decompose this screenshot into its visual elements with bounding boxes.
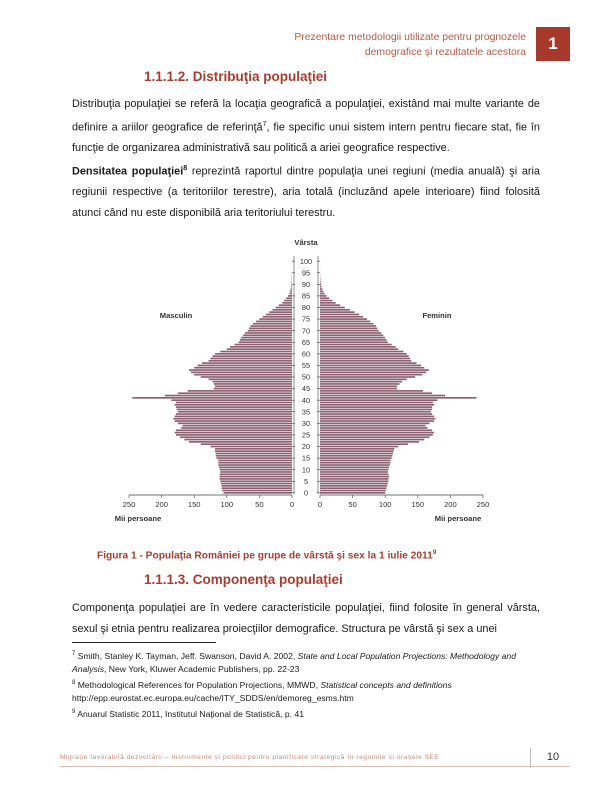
paragraph-distributia-text: Distribuţia populaţiei se referă la locaţia geografică a populaţiei, existând mai multe variante de definire a ariilor geografice de referinţă: [72, 98, 540, 134]
female-bar-age-33: [320, 416, 434, 418]
female-bar-age-78: [320, 311, 355, 313]
female-bar-age-54: [320, 367, 424, 369]
male-bar-age-72: [250, 325, 292, 327]
female-bar-age-68: [320, 334, 383, 336]
male-bar-age-71: [249, 328, 292, 330]
male-bar-age-64: [235, 344, 292, 346]
female-bar-age-16: [320, 455, 392, 457]
age-tick-label: 55: [301, 361, 311, 371]
age-tick-label: 5: [303, 476, 309, 486]
female-bar-age-31: [320, 420, 434, 422]
female-bar-age-76: [320, 316, 363, 318]
female-bar-age-0: [320, 492, 385, 494]
male-bar-age-50: [201, 376, 292, 378]
male-bar-age-0: [224, 492, 292, 494]
female-bar-age-11: [320, 467, 389, 469]
female-bar-age-46: [320, 385, 397, 387]
male-bar-age-5: [220, 480, 292, 482]
male-bar-age-16: [216, 455, 292, 457]
female-bar-age-32: [320, 418, 435, 420]
x-tick-label-right: 50: [348, 500, 357, 509]
male-bar-age-54: [194, 367, 292, 369]
footnote-text: Smith, Stanley K. Tayman, Jeff. Swanson, David A. 2002,: [77, 650, 298, 661]
female-bar-age-74: [320, 321, 370, 323]
female-bar-age-52: [320, 372, 426, 374]
male-bar-age-90: [291, 283, 292, 285]
male-bar-age-79: [272, 309, 292, 311]
female-bar-age-6: [320, 478, 388, 480]
female-bar-age-38: [320, 404, 434, 406]
female-bar-age-45: [320, 388, 397, 390]
male-bar-age-49: [209, 378, 292, 380]
male-bar-age-41: [132, 397, 292, 399]
female-bar-age-35: [320, 411, 431, 413]
paragraph-distributia: [72, 94, 540, 159]
male-bar-age-80: [276, 307, 292, 309]
footnote-9: [72, 706, 542, 721]
male-bar-age-91: [291, 281, 292, 283]
male-bar-age-39: [176, 402, 292, 404]
figure-caption: [97, 549, 436, 561]
female-bar-age-56: [320, 362, 416, 364]
footnote-text: , New York, Kluwer Academic Publishers, pp. 22-23: [104, 664, 300, 675]
female-bar-age-67: [320, 337, 385, 339]
age-tick-label: 100: [299, 256, 313, 266]
male-bar-age-18: [215, 450, 292, 452]
male-bar-age-7: [220, 476, 292, 478]
x-tick-label-right: 0: [317, 500, 323, 509]
male-bar-age-15: [216, 457, 292, 459]
x-tick-label-right: 200: [444, 500, 457, 509]
female-bar-age-87: [320, 290, 323, 292]
female-bar-age-77: [320, 314, 359, 316]
y-axis-title: Vârsta: [294, 238, 318, 247]
male-bar-age-46: [215, 385, 292, 387]
female-bar-age-59: [320, 355, 409, 357]
male-bar-age-57: [209, 360, 292, 362]
female-bar-age-61: [320, 351, 403, 353]
running-header-line1: Prezentare metodologii utilizate pentru prognozele: [294, 32, 526, 43]
age-tick-label: 35: [301, 407, 311, 417]
running-footer: Migrație favorabilă dezvoltării – Instrumente și politici pentru planificare strategică în regiunile și orașele SEE: [60, 754, 440, 761]
x-tick-label-left: 200: [155, 500, 168, 509]
age-tick-label: 15: [301, 453, 311, 463]
male-bar-age-33: [175, 416, 292, 418]
female-bar-age-26: [320, 432, 434, 434]
figure-caption-text: Figura 1 - Populaţia României pe grupe de vârstă şi sex la 1 iulie 2011: [97, 550, 433, 562]
female-bar-age-41: [320, 397, 476, 399]
male-bar-age-17: [216, 453, 292, 455]
female-bar-age-4: [320, 483, 388, 485]
x-tick-label-left: 100: [220, 500, 234, 509]
age-tick-label: 70: [301, 326, 311, 336]
age-tick-label: 85: [301, 291, 311, 301]
female-bar-age-82: [320, 302, 336, 304]
female-bar-age-83: [320, 300, 332, 302]
male-bar-age-21: [201, 443, 292, 445]
age-tick-label: 80: [301, 303, 311, 313]
male-bar-age-30: [178, 423, 292, 425]
male-bar-age-52: [191, 372, 292, 374]
female-bar-age-10: [320, 469, 388, 471]
running-header-line2: demografice și rezultatele acestora: [364, 47, 526, 58]
footnote-number: 9: [72, 709, 76, 715]
female-bar-age-12: [320, 464, 390, 466]
female-bar-age-43: [320, 392, 432, 394]
female-bar-age-90: [320, 283, 321, 285]
female-bar-age-22: [320, 441, 419, 443]
female-bar-age-36: [320, 409, 432, 411]
age-tick-label: 45: [301, 384, 311, 394]
male-bar-age-86: [289, 293, 292, 295]
age-tick-label: 50: [301, 372, 311, 382]
male-bar-age-51: [194, 374, 292, 376]
footnote-number: 7: [72, 651, 76, 657]
female-bar-age-9: [320, 471, 388, 473]
female-bar-age-40: [320, 399, 437, 401]
male-bar-age-22: [189, 441, 292, 443]
male-bar-age-78: [269, 311, 292, 313]
male-bar-age-59: [212, 355, 292, 357]
female-bar-age-23: [320, 439, 424, 441]
female-bar-age-39: [320, 402, 433, 404]
male-bar-age-10: [220, 469, 292, 471]
footnote-text: Anuarul Statistic 2011, Institutul Naţional de Statistică, p. 41: [77, 708, 305, 719]
male-bar-age-28: [181, 427, 292, 429]
age-tick-label: 30: [301, 418, 311, 428]
female-bar-age-80: [320, 307, 345, 309]
footnote-ref-7[interactable]: 7: [262, 120, 267, 128]
male-bar-age-26: [175, 432, 292, 434]
male-bar-age-47: [214, 383, 292, 385]
age-tick-label: 95: [301, 268, 311, 278]
female-bar-age-57: [320, 360, 411, 362]
male-bar-age-56: [202, 362, 292, 364]
footnote-title: Statistical concepts and definitions: [320, 679, 452, 690]
female-bar-age-71: [320, 328, 377, 330]
female-bar-age-15: [320, 457, 392, 459]
x-tick-label-left: 250: [122, 500, 136, 509]
footnote-text: Methodological References for Population Projections, MMWD,: [77, 679, 321, 690]
male-bar-age-62: [227, 348, 292, 350]
female-bar-age-24: [320, 436, 430, 438]
female-bar-age-13: [320, 462, 390, 464]
female-bar-age-81: [320, 304, 340, 306]
male-bar-age-48: [212, 381, 292, 383]
female-bar-age-42: [320, 395, 445, 397]
section-heading-distributia: 1.1.1.2. Distribuţia populaţiei: [144, 69, 328, 84]
female-bar-age-34: [320, 413, 432, 415]
female-bar-age-73: [320, 323, 373, 325]
male-bar-age-88: [291, 288, 292, 290]
male-bar-age-66: [240, 339, 292, 341]
female-bar-age-65: [320, 341, 388, 343]
x-tick-label-left: 150: [187, 500, 201, 509]
male-bar-age-69: [245, 332, 292, 334]
male-bar-age-43: [178, 392, 292, 394]
male-bar-age-32: [173, 418, 292, 420]
footnote-title: State and Local Population Projections: Methodology and Analysis: [72, 650, 516, 675]
female-bar-age-37: [320, 406, 432, 408]
male-bar-age-37: [176, 406, 292, 408]
age-tick-label: 10: [301, 465, 311, 475]
female-bar-age-28: [320, 427, 428, 429]
female-bar-age-89: [320, 286, 322, 288]
female-bar-age-63: [320, 346, 396, 348]
male-bar-age-25: [176, 434, 292, 436]
female-bar-age-5: [320, 480, 388, 482]
female-bar-age-25: [320, 434, 433, 436]
footnote-link[interactable]: http://epp.eurostat.ec.europa.eu/cache/ITY_SDDS/en/demoreg_esms.htm: [72, 693, 354, 704]
male-bar-age-81: [279, 304, 292, 306]
footnote-separator: [72, 642, 216, 643]
male-bar-age-76: [263, 316, 292, 318]
female-bar-age-27: [320, 429, 432, 431]
male-bar-age-60: [215, 353, 292, 355]
population-pyramid-chart: [110, 232, 502, 528]
female-bar-age-55: [320, 365, 421, 367]
age-tick-label: 20: [301, 442, 311, 452]
male-bar-age-87: [290, 290, 292, 292]
male-bar-age-55: [197, 365, 292, 367]
female-label: Feminin: [422, 311, 452, 320]
male-bar-age-84: [286, 297, 292, 299]
male-bar-age-73: [253, 323, 292, 325]
male-bars: [132, 260, 292, 493]
male-bar-age-74: [256, 321, 292, 323]
paragraph-componenta: Componenţa populaţiei are în vedere caracteristicile populaţiei, fiind folosite în general vârsta, sexul şi etnia pentru realizarea proiecţiilor demografice. Structura pe vârstă şi sex a unei: [72, 602, 540, 635]
female-bar-age-3: [320, 485, 387, 487]
x-tick-label-left: 0: [289, 500, 295, 509]
female-bar-age-64: [320, 344, 392, 346]
page-number: 10: [546, 751, 560, 763]
female-bar-age-1: [320, 490, 386, 492]
female-bar-age-29: [320, 425, 426, 427]
male-bar-age-38: [175, 404, 292, 406]
female-bar-age-92: [320, 279, 321, 281]
male-bar-age-34: [176, 413, 292, 415]
female-bars: [320, 260, 476, 493]
age-tick-label: 75: [301, 314, 311, 324]
male-bar-age-40: [171, 399, 292, 401]
paragraph-densitatea-rest: reprezintă raportul dintre populaţia unei regiuni (media anuală) şi aria regiunii respective (a teritoriilor terestre), aria totală (incluzând apele interioare) fiind folosită atunci când nu este disponibilă aria teritoriului terestru.: [72, 165, 540, 220]
male-bar-age-85: [288, 295, 292, 297]
male-bar-age-24: [180, 436, 292, 438]
female-bar-age-86: [320, 293, 325, 295]
footnote-8: [72, 677, 542, 705]
female-bar-age-21: [320, 443, 408, 445]
female-bar-age-60: [320, 353, 407, 355]
female-bar-age-49: [320, 378, 407, 380]
footnote-7: [72, 648, 542, 676]
x-tick-label-right: 250: [476, 500, 490, 509]
male-bar-age-89: [291, 286, 292, 288]
age-tick-label: 25: [301, 430, 311, 440]
female-bar-age-85: [320, 295, 327, 297]
chart-axes: [123, 256, 490, 509]
male-bar-age-61: [220, 351, 292, 353]
male-bar-age-65: [239, 341, 292, 343]
x-axis-title-right: Mii persoane: [434, 514, 482, 523]
paragraph-distributia-rest: , fie specific unui sistem intern pentru fiecare stat, fie în funcţie de organizarea administrativă sau politică a ariei geografice respective.: [72, 121, 540, 155]
female-bar-age-2: [320, 487, 387, 489]
paragraph-densitatea: [72, 159, 540, 224]
male-bar-age-14: [218, 460, 292, 462]
male-bar-age-1: [222, 490, 292, 492]
age-tick-label: 40: [301, 395, 311, 405]
female-bar-age-14: [320, 460, 390, 462]
female-bar-age-79: [320, 309, 350, 311]
x-tick-label-left: 50: [255, 500, 264, 509]
male-bar-age-11: [219, 467, 292, 469]
female-bar-age-8: [320, 473, 388, 475]
male-bar-age-42: [165, 395, 292, 397]
male-bar-age-29: [182, 425, 292, 427]
female-bar-age-20: [320, 446, 398, 448]
x-tick-label-right: 150: [411, 500, 425, 509]
female-bar-age-69: [320, 332, 381, 334]
male-bar-age-2: [222, 487, 292, 489]
male-bar-age-75: [259, 318, 292, 320]
age-tick-label: 90: [301, 279, 311, 289]
male-bar-age-35: [178, 411, 292, 413]
female-bar-age-48: [320, 381, 402, 383]
female-bar-age-72: [320, 325, 376, 327]
section-heading-componenta: 1.1.1.3. Componenţa populaţiei: [144, 572, 343, 587]
age-tick-label: 60: [301, 349, 311, 359]
female-bar-age-62: [320, 348, 398, 350]
male-bar-age-12: [218, 464, 292, 466]
male-bar-age-70: [248, 330, 292, 332]
female-bar-age-18: [320, 450, 394, 452]
male-bar-age-3: [222, 485, 292, 487]
x-axis-title-left: Mii persoane: [114, 514, 162, 523]
female-bar-age-7: [320, 476, 389, 478]
age-tick-label: 65: [301, 337, 311, 347]
footnote-number: 8: [72, 680, 76, 686]
female-bar-age-44: [320, 390, 423, 392]
term-densitatea: Densitatea populaţiei: [72, 165, 184, 178]
running-header: [206, 30, 526, 60]
x-tick-label-right: 100: [378, 500, 392, 509]
male-bar-age-36: [177, 409, 292, 411]
male-bar-age-44: [188, 390, 292, 392]
female-bar-age-50: [320, 376, 415, 378]
female-bar-age-17: [320, 453, 393, 455]
male-bar-age-82: [282, 302, 292, 304]
male-bar-age-45: [214, 388, 292, 390]
male-label: Masculin: [159, 311, 193, 320]
male-bar-age-8: [220, 473, 292, 475]
male-bar-age-53: [189, 369, 292, 371]
age-tick-label: 0: [303, 488, 309, 498]
female-bar-age-75: [320, 318, 367, 320]
male-bar-age-77: [266, 314, 292, 316]
female-bar-age-53: [320, 369, 429, 371]
male-bar-age-19: [215, 448, 292, 450]
male-bar-age-31: [175, 420, 292, 422]
female-bar-age-91: [320, 281, 321, 283]
male-bar-age-58: [211, 358, 293, 360]
female-bar-age-51: [320, 374, 422, 376]
chapter-number-badge: 1: [536, 27, 570, 61]
male-bar-age-13: [218, 462, 292, 464]
female-bar-age-70: [320, 330, 379, 332]
female-bar-age-84: [320, 297, 329, 299]
male-bar-age-68: [243, 334, 292, 336]
female-bar-age-30: [320, 423, 430, 425]
male-bar-age-27: [176, 429, 292, 431]
female-bar-age-88: [320, 288, 322, 290]
footer-divider: [530, 748, 531, 768]
male-bar-age-23: [184, 439, 292, 441]
male-bar-age-63: [230, 346, 292, 348]
male-bar-age-9: [220, 471, 292, 473]
male-bar-age-83: [284, 300, 292, 302]
female-bar-age-19: [320, 448, 394, 450]
male-bar-age-4: [221, 483, 292, 485]
male-bar-age-6: [220, 478, 292, 480]
footnote-ref-9[interactable]: 9: [432, 549, 437, 556]
male-bar-age-20: [211, 446, 293, 448]
footnote-ref-8[interactable]: 8: [183, 165, 188, 172]
female-bar-age-66: [320, 339, 387, 341]
female-bar-age-58: [320, 358, 410, 360]
footer-rule: [60, 766, 570, 767]
female-bar-age-47: [320, 383, 400, 385]
male-bar-age-67: [241, 337, 292, 339]
